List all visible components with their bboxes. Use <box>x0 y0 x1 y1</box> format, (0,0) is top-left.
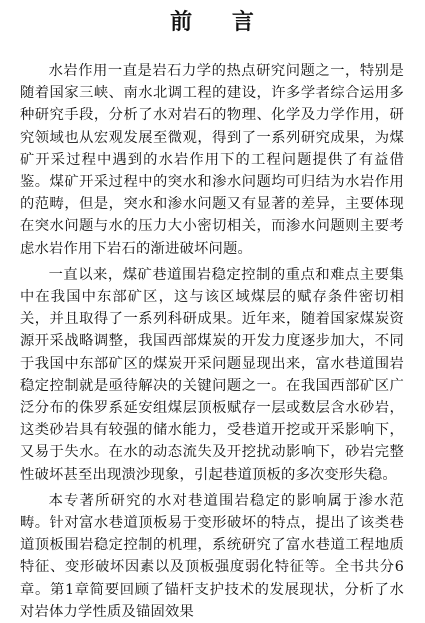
paragraph-3: 本专著所研究的水对巷道围岩稳定的影响属于渗水范畴。针对富水巷道顶板易于变形破坏的特点，提出了该类巷道顶板围岩稳定控制的机理，系统研究了富水巷道工程地质特征、变形破坏因素以及顶板强度弱化特征等。全书共分6章。第1章简要回顾了锚杆支护技术的发展现状，分析了水对岩体力学性质及锚固效果 <box>20 492 404 620</box>
paragraph-1: 水岩作用一直是岩石力学的热点研究问题之一，特别是随着国家三峡、南水北调工程的建设，许多学者综合运用多种研究手段，分析了水对岩石的物理、化学及力学作用，研究领域也从宏观发展至微观，得到了一系列研究成果，为煤矿开采过程中遇到的水岩作用下的工程问题提供了有益借鉴。煤矿开采过程中的突水和渗水问题均可归结为水岩作用的范畴，但是，突水和渗水问题又有显著的差异，主要体现在突水问题与水的压力大小密切相关，而渗水问题则主要考虑水岩作用下岩石的渐进破坏问题。 <box>20 63 404 257</box>
paragraph-2: 一直以来，煤矿巷道围岩稳定控制的重点和难点主要集中在我国中东部矿区，这与该区域煤层的赋存条件密切相关，并且取得了一系列科研成果。近年来，随着国家煤炭资源开采战略调整，我国西部煤炭的开发力度逐步加大，不同于我国中东部矿区的煤炭开采问题显现出来，富水巷道围岩稳定控制就是亟待解决的关键问题之一。在我国西部矿区广泛分布的侏罗系延安组煤层顶板赋存一层或数层含水砂岩，这类砂岩具有较强的储水能力，受巷道开挖或开采影响下，又易于失水。在水的动态流失及开挖扰动影响下，砂岩完整性破坏甚至出现溃沙现象，引起巷道顶板的多次变形失稳。 <box>20 266 404 483</box>
page-title: 前 言 <box>170 10 270 35</box>
